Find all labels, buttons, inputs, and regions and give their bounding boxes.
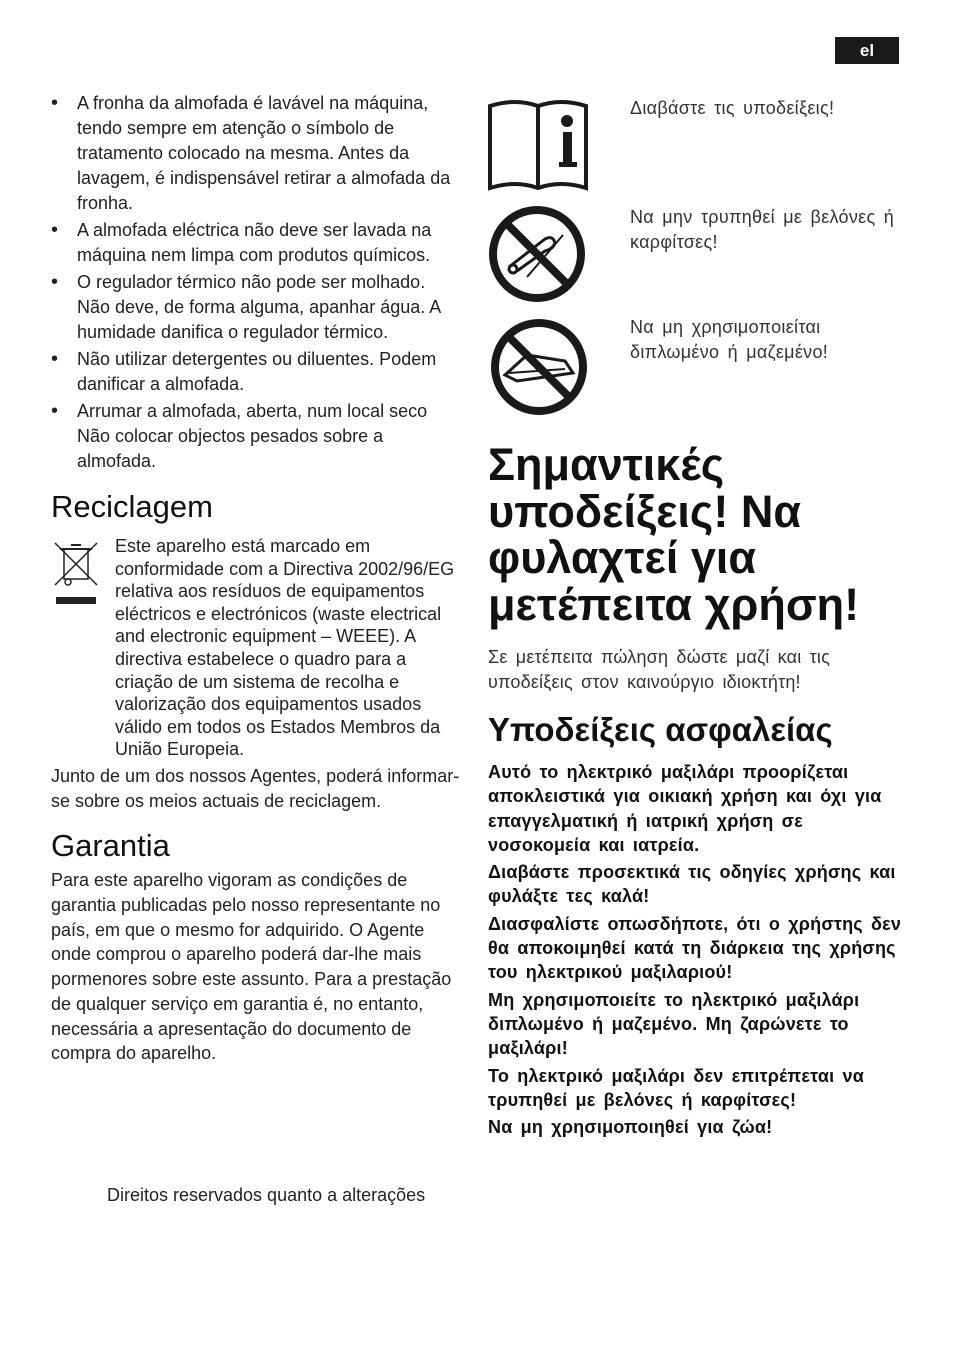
no-needles-pins-icon bbox=[487, 205, 587, 303]
list-item: • Arrumar a almofada, aberta, num local seco Não colocar objectos pesados sobre a almofada. bbox=[51, 399, 461, 474]
icon-caption: Να μη χρησιμοποιείται διπλωμένο ή μαζεμένο! bbox=[630, 317, 829, 362]
icon-row-read bbox=[487, 96, 907, 196]
safety-heading: Υποδείξεις ασφαλείας bbox=[488, 711, 833, 748]
resale-note: Σε μετέπειτα πώληση δώστε μαζί και τις υποδείξεις στον καινούργιο ιδιοκτήτη! bbox=[488, 647, 830, 692]
safety-paragraph: Να μη χρησιμοποιηθεί για ζώα! bbox=[488, 1117, 773, 1138]
rights-notice: Direitos reservados quanto a alterações bbox=[107, 1185, 426, 1205]
recycling-section bbox=[51, 535, 461, 761]
icon-row-no-folded bbox=[487, 315, 907, 415]
read-instructions-book-icon bbox=[487, 96, 589, 194]
language-badge: el bbox=[835, 37, 899, 64]
crossed-out-wheelie-bin-icon bbox=[51, 539, 101, 609]
icon-caption: Διαβάστε τις υποδείξεις! bbox=[630, 98, 835, 118]
left-column bbox=[51, 91, 461, 1066]
no-folded-use-icon bbox=[487, 315, 587, 415]
icon-caption: Να μην τρυπηθεί με βελόνες ή καρφίτσες! bbox=[630, 207, 895, 252]
list-item: • O regulador térmico não pode ser molhado. Não deve, de forma alguma, apanhar água. A humidade danifica o regulador térmico. bbox=[51, 270, 461, 345]
recycling-heading: Reciclagem bbox=[51, 489, 213, 524]
safety-paragraph: Το ηλεκτρικό μαξιλάρι δεν επιτρέπεται να τρυπηθεί με βελόνες ή καρφίτσες! bbox=[488, 1065, 865, 1110]
care-instructions-list bbox=[51, 91, 461, 474]
icon-row-no-pins bbox=[487, 205, 907, 305]
safety-paragraph: Διαβάστε προσεκτικά τις οδηγίες χρήσης και φυλάξτε τες καλά! bbox=[488, 862, 896, 907]
safety-paragraph: Μη χρησιμοποιείτε το ηλεκτρικό μαξιλάρι διπλωμένο ή μαζεμένο. Μη ζαρώνετε το μαξιλάρι! bbox=[488, 989, 860, 1059]
recycling-agents-text: Junto de um dos nossos Agentes, poderá informar-se sobre os meios actuais de reciclagem. bbox=[51, 765, 460, 811]
safety-paragraph: Διασφαλίστε οπωσδήποτε, ότι ο χρήστης δεν θα αποκοιμηθεί κατά τη διάρκεια της χρήσης του ηλεκτρικού μαξιλαριού! bbox=[488, 913, 902, 983]
safety-paragraph: Αυτό το ηλεκτρικό μαξιλάρι προορίζεται αποκλειστικά για οικιακή χρήση και όχι για επαγγελματική ή ιατρική χρήση σε νοσοκομεία και ιατρεία. bbox=[488, 762, 882, 855]
safety-instructions bbox=[488, 760, 908, 1142]
list-item: • A fronha da almofada é lavável na máquina, tendo sempre em atenção o símbolo de tratamento colocado na mesma. Antes da lavagem, é indispensável retirar a almofada da fronha. bbox=[51, 91, 461, 216]
list-item: • A almofada eléctrica não deve ser lavada na máquina nem limpa com produtos químicos. bbox=[51, 218, 461, 268]
recycling-text: Este aparelho está marcado em conformidade com a Directiva 2002/96/EG relativa aos resíduos de equipamentos eléctricos e electrónicos (waste electrical and electronic equipment – WEEE). A directiva estabelece o quadro para a criação de um sistema de recolha e valorização dos equipamentos usados válido em todos os Estados Membros da União Europeia. bbox=[115, 536, 455, 760]
warranty-heading: Garantia bbox=[51, 828, 170, 864]
warranty-text: Para este aparelho vigoram as condições de garantia publicadas pelo nosso representante no país, em que o mesmo for adquirido. O Agente onde comprou o aparelho poderá dar-lhe mais pormenores sobre este assunto. Para a prestação de qualquer serviço em garantia é, no entanto, necessária a apresentação do documento de compra do aparelho. bbox=[51, 870, 452, 1064]
page-title: Σημαντικές υποδείξεις! Να φυλαχτεί για μετέπειτα χρήση! bbox=[488, 439, 860, 630]
list-item: • Não utilizar detergentes ou diluentes. Podem danificar a almofada. bbox=[51, 347, 461, 397]
